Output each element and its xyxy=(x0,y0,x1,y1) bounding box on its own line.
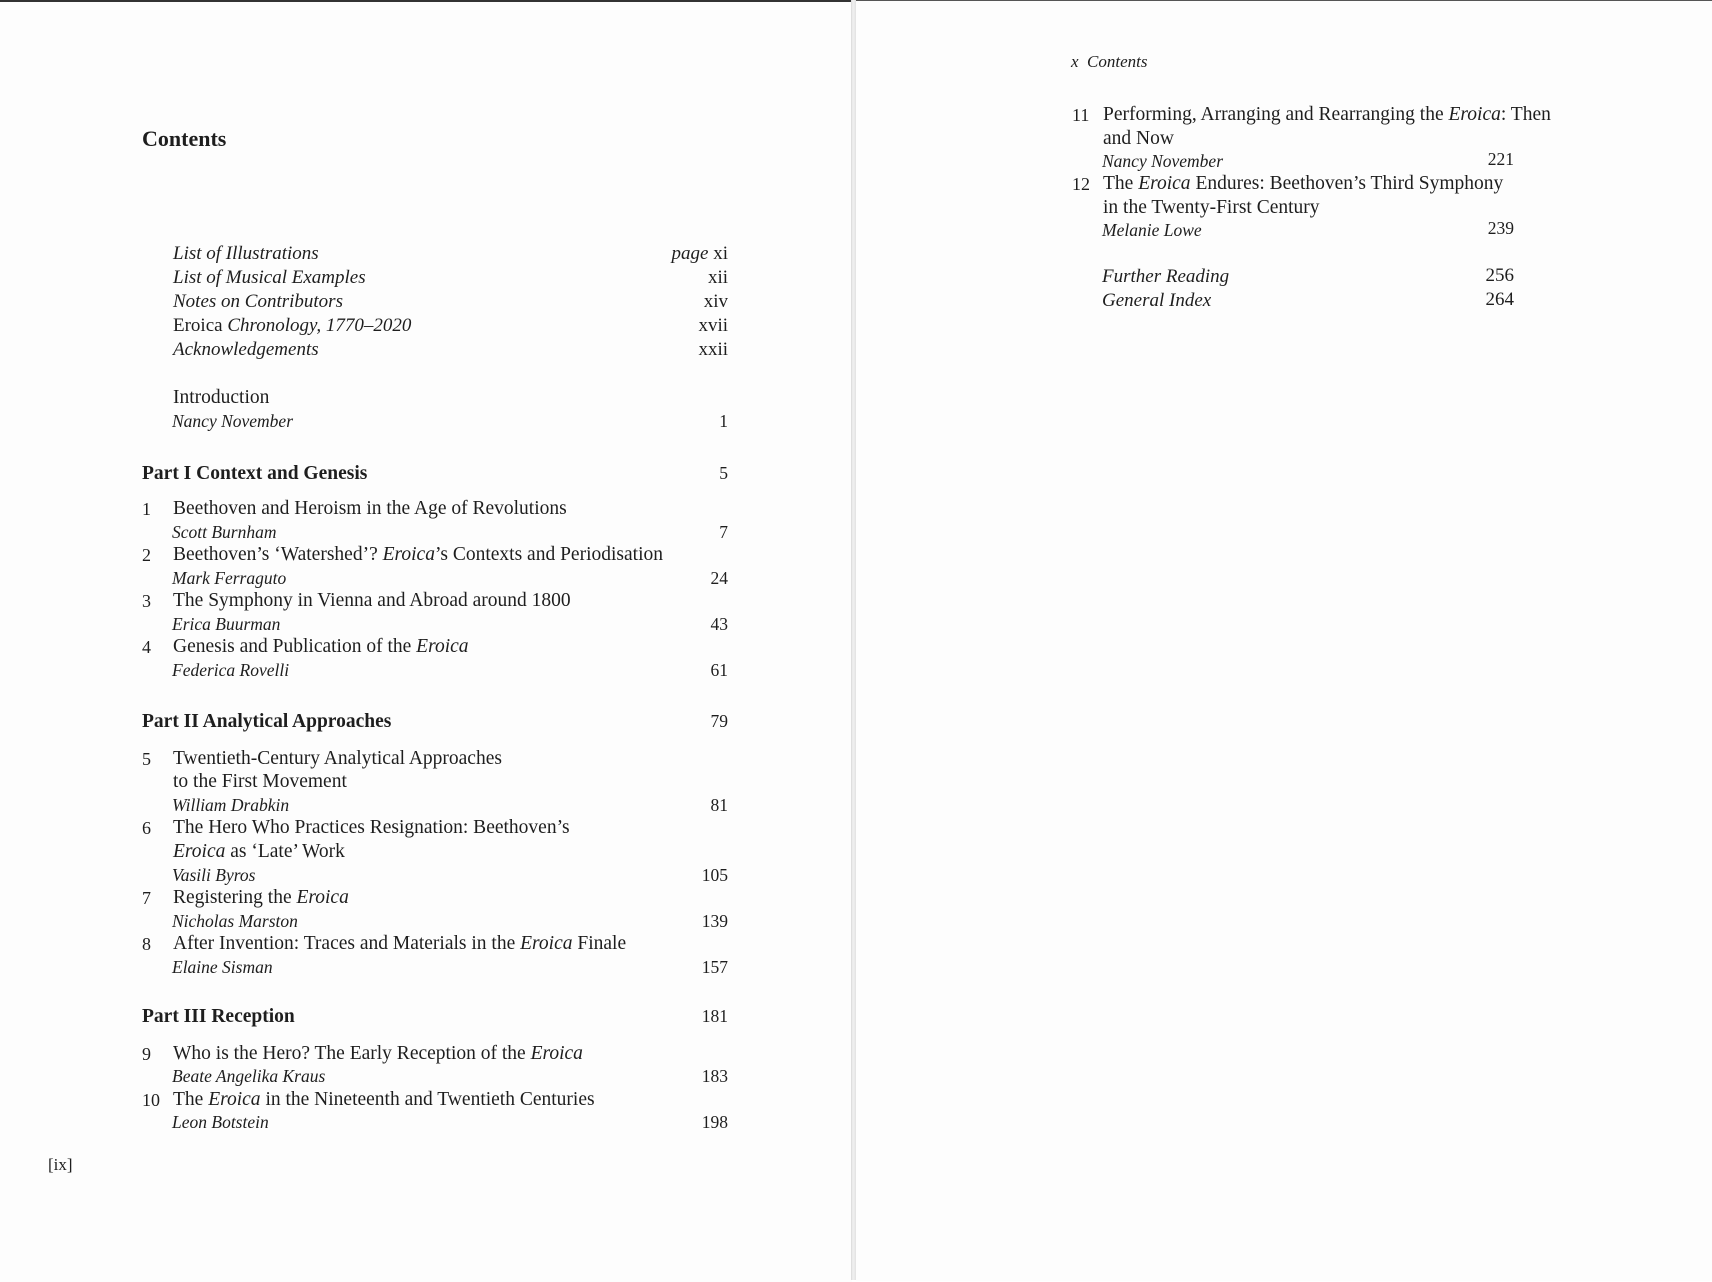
chapter-page: 239 xyxy=(1487,218,1514,238)
part-page: 79 xyxy=(710,711,728,731)
part-heading: Part I Context and Genesis xyxy=(142,463,368,484)
front-matter-page: xvii xyxy=(698,315,728,336)
chapter-author: Scott Burnham xyxy=(172,522,277,542)
chapter-author: Federica Rovelli xyxy=(172,660,290,680)
chapter-number: 10 xyxy=(142,1090,160,1110)
chapter-author: Beate Angelika Kraus xyxy=(172,1066,326,1086)
part-page: 5 xyxy=(719,463,728,483)
chapter-number: 7 xyxy=(142,888,151,908)
back-matter-page: 256 xyxy=(1485,265,1514,286)
chapter-title: The Hero Who Practices Resignation: Beethoven’s xyxy=(173,817,570,838)
chapter-title: After Invention: Traces and Materials in the Eroica Finale xyxy=(173,933,627,954)
right-page xyxy=(856,0,1712,1281)
part-heading: Part III Reception xyxy=(142,1006,295,1027)
chapter-number: 6 xyxy=(142,818,151,838)
chapter-title: Genesis and Publication of the Eroica xyxy=(173,636,469,657)
chapter-number: 4 xyxy=(142,637,151,657)
chapter-author: Nicholas Marston xyxy=(172,911,298,931)
front-matter-label: List of Illustrations xyxy=(173,243,319,264)
chapter-page: 24 xyxy=(710,568,728,588)
chapter-number: 3 xyxy=(142,591,151,611)
back-matter-label: Further Reading xyxy=(1102,266,1230,287)
chapter-author: Nancy November xyxy=(1102,151,1224,171)
front-matter-label: List of Musical Examples xyxy=(173,267,366,288)
back-matter-label: General Index xyxy=(1102,290,1212,311)
chapter-title: The Symphony in Vienna and Abroad around 1800 xyxy=(173,590,571,611)
back-matter-page: 264 xyxy=(1485,289,1514,310)
chapter-number: 12 xyxy=(1072,174,1090,194)
chapter-title: Beethoven and Heroism in the Age of Revolutions xyxy=(173,498,567,519)
chapter-author: Nancy November xyxy=(172,411,294,431)
chapter-number: 9 xyxy=(142,1044,151,1064)
chapter-author: Erica Buurman xyxy=(172,614,281,634)
chapter-title: The Eroica in the Nineteenth and Twentieth Centuries xyxy=(173,1089,595,1110)
chapter-page: 183 xyxy=(701,1066,728,1086)
chapter-title: Performing, Arranging and Rearranging the Eroica: Then xyxy=(1103,104,1551,125)
chapter-title-line2: to the First Movement xyxy=(173,771,347,792)
chapter-title: Beethoven’s ‘Watershed’? Eroica’s Contexts and Periodisation xyxy=(173,544,663,565)
front-matter-label: Notes on Contributors xyxy=(173,291,343,312)
part-heading: Part II Analytical Approaches xyxy=(142,711,392,732)
front-matter-page: xii xyxy=(707,267,728,288)
chapter-title: Registering the Eroica xyxy=(173,887,349,908)
chapter-author: Mark Ferraguto xyxy=(172,568,287,588)
chapter-page: 198 xyxy=(701,1112,728,1132)
chapter-number: 5 xyxy=(142,749,151,769)
page-folio: [ix] xyxy=(48,1155,73,1174)
chapter-page: 61 xyxy=(710,660,728,680)
part-page: 181 xyxy=(701,1006,728,1026)
chapter-title: Who is the Hero? The Early Reception of the Eroica xyxy=(173,1043,583,1064)
chapter-title: The Eroica Endures: Beethoven’s Third Symphony xyxy=(1103,173,1504,194)
front-matter-label: Acknowledgements xyxy=(173,339,319,360)
chapter-author: Vasili Byros xyxy=(172,865,256,885)
running-head: x Contents xyxy=(1071,52,1148,71)
chapter-page: 157 xyxy=(701,957,728,977)
chapter-author: Melanie Lowe xyxy=(1102,220,1202,240)
chapter-author: Elaine Sisman xyxy=(172,957,273,977)
contents-heading: Contents xyxy=(142,126,227,151)
chapter-page: 139 xyxy=(701,911,728,931)
chapter-author: William Drabkin xyxy=(172,795,290,815)
front-matter-page: xiv xyxy=(703,291,728,312)
front-matter-label: Eroica Chronology, 1770–2020 xyxy=(173,315,412,336)
chapter-title-line2: and Now xyxy=(1103,128,1174,149)
chapter-title: Twentieth-Century Analytical Approaches xyxy=(173,748,502,769)
chapter-author: Leon Botstein xyxy=(172,1112,269,1132)
chapter-page: 221 xyxy=(1487,149,1514,169)
chapter-page: 105 xyxy=(701,865,728,885)
chapter-page: 43 xyxy=(710,614,728,634)
chapter-number: 1 xyxy=(142,499,151,519)
introduction-title: Introduction xyxy=(173,387,270,408)
front-matter-page: page xi xyxy=(671,243,728,264)
chapter-title-line2: Eroica as ‘Late’ Work xyxy=(173,841,345,862)
chapter-number: 2 xyxy=(142,545,151,565)
left-page xyxy=(0,0,852,1282)
chapter-number: 11 xyxy=(1072,105,1090,125)
chapter-page: 81 xyxy=(710,795,728,815)
chapter-number: 8 xyxy=(142,934,151,954)
chapter-page: 1 xyxy=(719,411,728,431)
front-matter-page: xxii xyxy=(698,339,728,360)
chapter-page: 7 xyxy=(719,522,728,542)
chapter-title-line2: in the Twenty-First Century xyxy=(1103,197,1320,218)
